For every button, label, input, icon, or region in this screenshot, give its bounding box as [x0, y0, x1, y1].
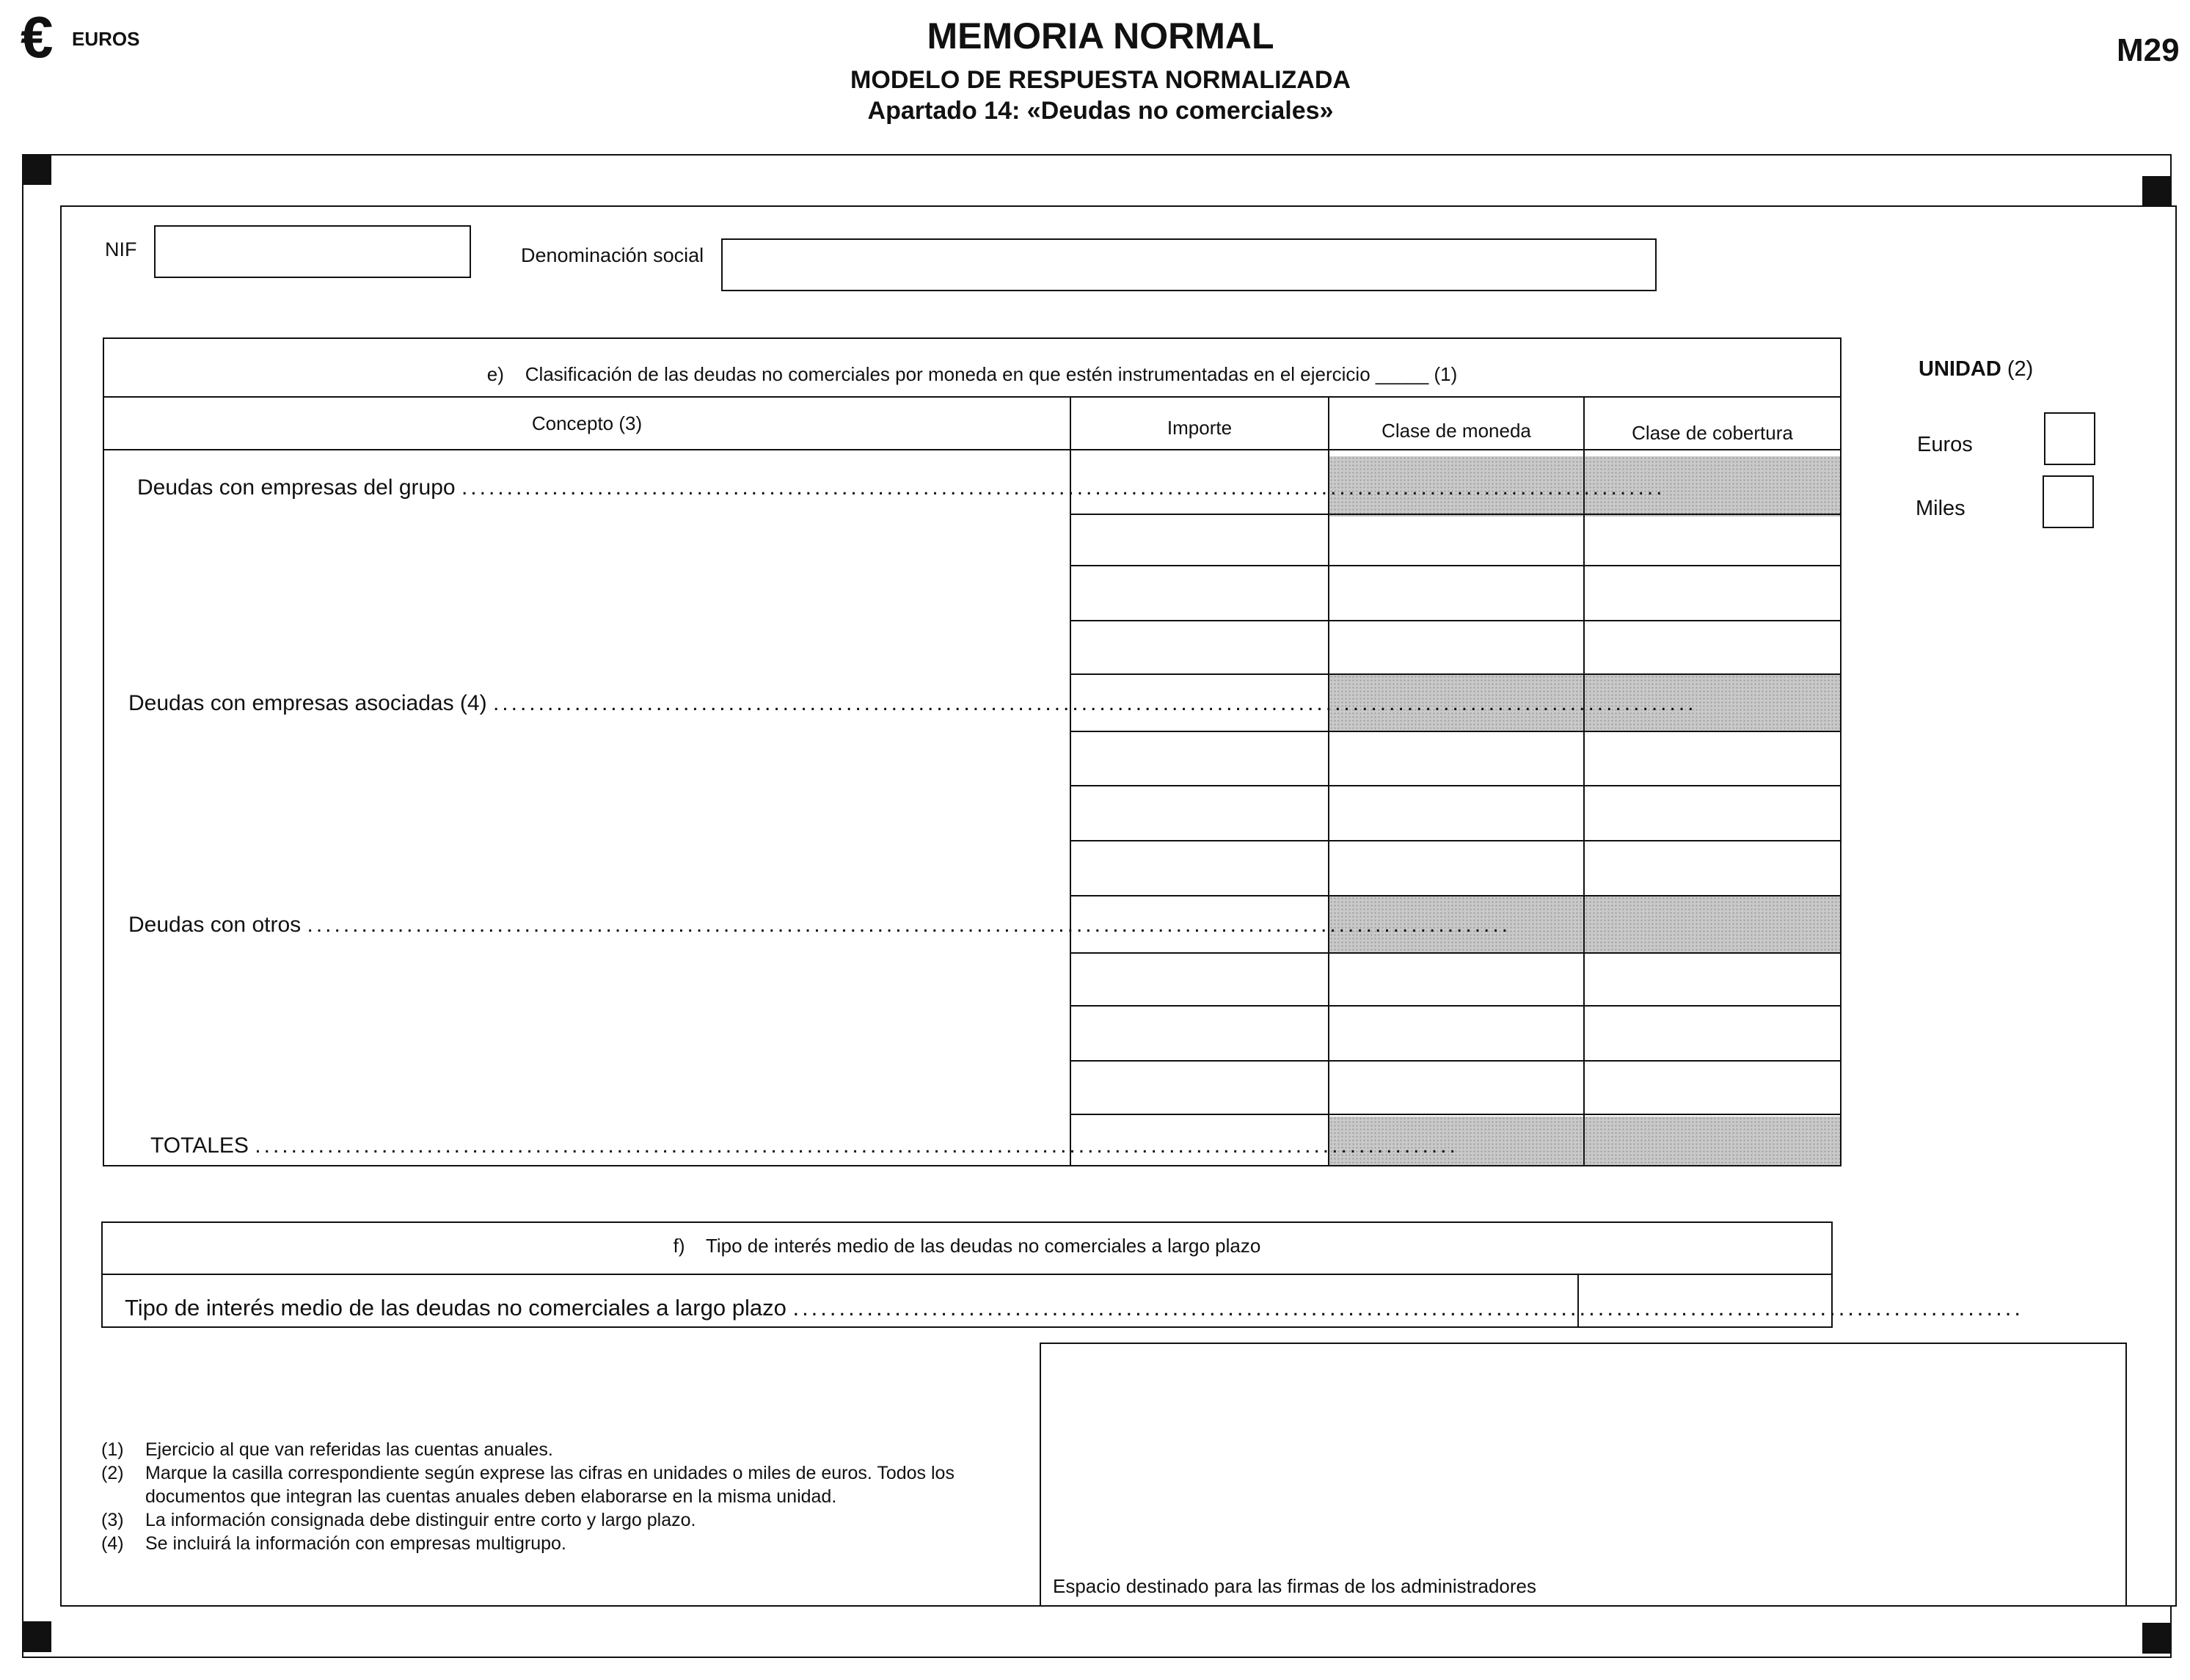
euro-icon: € — [21, 4, 54, 70]
nif-field[interactable] — [154, 225, 471, 278]
row-rule — [1070, 952, 1842, 954]
corner-mark-tr — [2142, 176, 2172, 207]
shaded-cell — [1585, 896, 1840, 952]
col-header-concepto: Concepto (3) — [531, 412, 643, 434]
col-header-importe: Importe — [1167, 417, 1233, 439]
footnotes — [101, 1438, 1011, 1555]
table-e-header-rule — [103, 449, 1842, 450]
table-f-caption: f) Tipo de interés medio de las deudas no comerciales a largo plazo — [673, 1235, 1261, 1257]
corner-mark-br — [2142, 1623, 2172, 1654]
table-e-caption: e) Clasificación de las deudas no comerciales por moneda en que estén instrumentadas en el ejercicio _____ (1) — [486, 363, 1458, 385]
table-f-caption-rule — [101, 1274, 1833, 1275]
section-title: Apartado 14: «Deudas no comerciales» — [867, 97, 1334, 125]
row-label-asociadas: Deudas con empresas asociadas (4) ..................................................................................................................................... — [128, 691, 1697, 715]
row-label-grupo: Deudas con empresas del grupo ..................................................................................................................................... — [137, 475, 1665, 500]
row-rule — [1070, 840, 1842, 841]
denominacion-label: Denominación social — [521, 244, 704, 266]
row-rule — [1070, 1114, 1842, 1115]
page-subtitle: MODELO DE RESPUESTA NORMALIZADA — [850, 66, 1351, 94]
table-f-row-label: Tipo de interés medio de las deudas no comerciales a largo plazo ..................................................................................................................................... — [125, 1295, 2023, 1321]
euros-label: EUROS — [72, 28, 140, 50]
form-code: M29 — [2117, 32, 2180, 68]
signature-label: Espacio destinado para las firmas de los administradores — [1053, 1575, 1537, 1597]
row-label-totales: TOTALES ..................................................................................................................................... — [150, 1133, 1459, 1158]
corner-mark-tl — [22, 154, 51, 185]
footnote: (4) Se incluirá la información con empresas multigrupo. — [101, 1533, 566, 1554]
footnote: (1) Ejercicio al que van referidas las cuentas anuales. — [101, 1439, 553, 1460]
euro-logo — [21, 4, 153, 70]
row-rule — [1070, 565, 1842, 566]
corner-mark-bl — [22, 1621, 51, 1652]
signature-area[interactable] — [1040, 1343, 2127, 1607]
row-rule — [1070, 673, 1842, 675]
footnote: (3) La información consignada debe distinguir entre corto y largo plazo. — [101, 1510, 696, 1530]
row-rule — [1070, 620, 1842, 621]
row-rule — [1070, 895, 1842, 896]
row-label-otros: Deudas con otros ..................................................................................................................................... — [128, 913, 1511, 937]
unidad-euros-checkbox[interactable] — [2044, 412, 2095, 465]
row-rule — [1070, 731, 1842, 732]
unidad-miles-checkbox[interactable] — [2043, 475, 2094, 528]
nif-label: NIF — [105, 238, 137, 260]
row-rule — [1070, 1060, 1842, 1062]
col-header-clase-cobertura: Clase de cobertura — [1632, 422, 1793, 444]
denominacion-field[interactable] — [721, 238, 1657, 291]
shaded-cell — [1585, 1117, 1840, 1165]
unidad-euros-label: Euros — [1917, 433, 1973, 456]
col-header-clase-moneda: Clase de moneda — [1381, 420, 1531, 442]
page-title: MEMORIA NORMAL — [927, 15, 1274, 56]
row-rule — [1070, 1005, 1842, 1007]
table-f-value-field[interactable] — [1579, 1275, 1831, 1326]
unidad-miles-label: Miles — [1916, 497, 1965, 520]
row-rule — [1070, 514, 1842, 515]
row-rule — [1070, 785, 1842, 786]
table-e-caption-rule — [103, 396, 1842, 398]
footnote: (2) Marque la casilla correspondiente según exprese las cifras en unidades o miles de euros. Todos los documentos que integran las cuentas anuales deben elaborarse en la misma unidad. — [101, 1463, 955, 1507]
unidad-heading: UNIDAD (2) — [1919, 357, 2034, 381]
